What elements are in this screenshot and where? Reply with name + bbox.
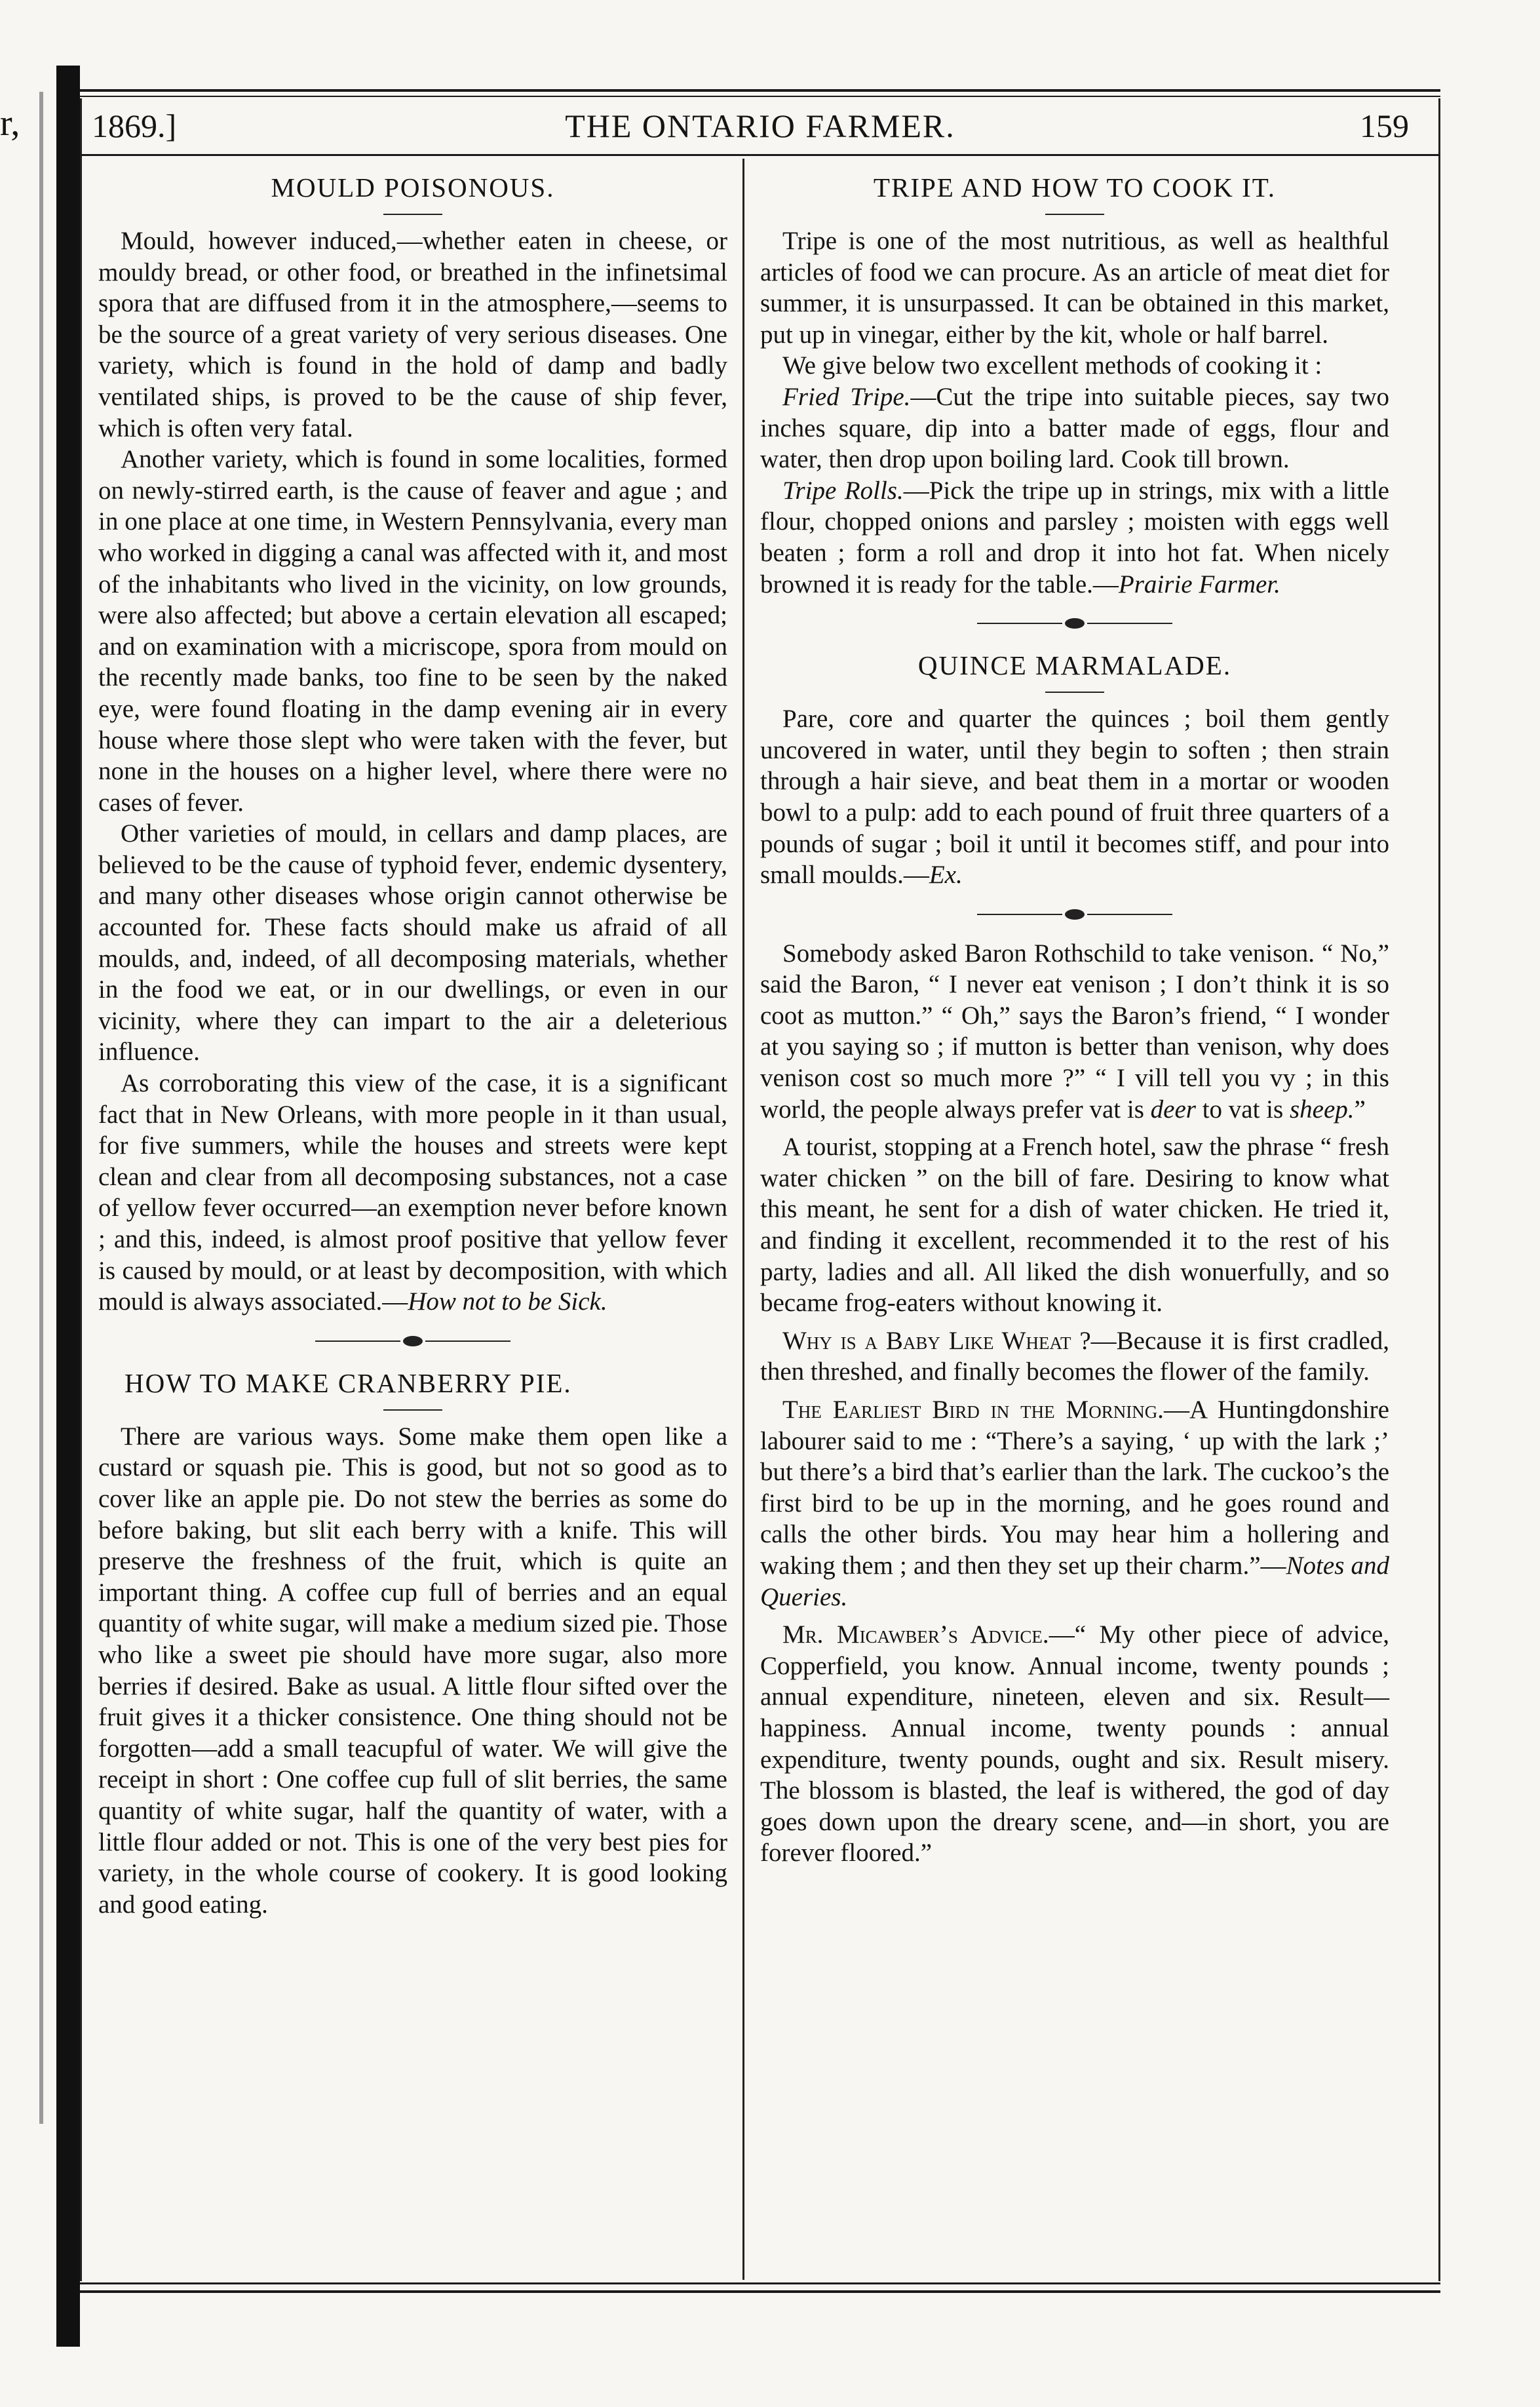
source-credit: Ex. (929, 861, 963, 890)
paragraph: We give below two excellent methods of cooking it : (782, 351, 1322, 380)
page-header (92, 100, 1429, 152)
title-rule (383, 1409, 442, 1411)
article-mould-poisonous (98, 169, 727, 1318)
binding-shadow (56, 66, 80, 2347)
recipe-name: Fried Tripe. (782, 382, 911, 411)
paragraph: Tripe is one of the most nutritious, as well as healthful articles of food we can procure. As an article of meat diet for summer, it is unsurpassed. It can be obtained in this market, put up in vinegar, either by the kit, whole or half barrel. (760, 227, 1389, 349)
title-rule (1045, 692, 1104, 693)
bottom-rule (80, 2282, 1440, 2284)
paragraph: There are various ways. Some make them open like a custard or squash pie. This is good, but not so good as to cover like an apple pie. Do not stew the berries as some do before baking, but slit each berry with a knife. This will preserve the freshness of the fruit, which is quite an important thing. A coffee cup full of berries and an equal quantity of white sugar, will make a medium sized pie. Those who like a sweet pie should have more sugar, also more berries if desired. Bake as usual. A little flour sifted over the fruit gives it a thicker consistence. One thing should not be forgotten—add a small teacupful of water. We will give the receipt in short : One coffee cup full of slit berries, the same quantity of white sugar, half the quantity of water, with a little flour added or not. This is one of the very best pies for variety, in the whole course of cookery. It is good looking and good eating. (98, 1422, 727, 1919)
paragraph (760, 382, 1389, 475)
top-rule (80, 89, 1440, 92)
paragraph: Mould, however induced,—whether eaten in cheese, or mouldy bread, or other food, or breathed in the infinetsimal spora that are diffused from it in the atmosphere,—seems to be the source of a great variety of very serious diseases. One variety, which is found in the hold of damp and badly ventilated ships, is proved to be the cause of ship fever, which is often very fatal. (98, 227, 727, 442)
anecdote-micawber: Mr. Micawber’s Advice.—“ My other piece of advice, Copperfield, you know. Annual income, twenty pounds ; annual expenditure, nineteen, eleven and six. Result—happiness. Annual income, twenty pounds : annual expenditure, twenty pounds, ought and six. Result misery. The blossom is blasted, the leaf is withered, the god of day goes down upon the dreary scene, and—in short, you are forever floored.” (760, 1620, 1390, 1868)
ornament-divider (98, 1321, 727, 1361)
header-rule (80, 154, 1440, 156)
bottom-rule-thick (80, 2290, 1440, 2293)
binding-edge (39, 92, 43, 2124)
anecdote-lead: Why is a Baby Like Wheat ? (782, 1326, 1091, 1355)
miscellany (760, 938, 1389, 1869)
article-title: HOW TO MAKE CRANBERRY PIE. (125, 1367, 572, 1398)
paragraph (98, 1068, 727, 1318)
paragraph: Another variety, which is found in some localities, formed on newly-stirred earth, is the cause of feaver and ague ; and in one place at one time, in Western Pennsylvania, every man who worked in digging a canal was affected with it, and most of the inhabitants who lived in the vicinity, on low grounds, were also affected; but above a certain elevation all escaped; and on examination with a micriscope, spora from mould on the recently made banks, too fine to be seen by the naked eye, were found floating in the damp evening air in every house where those slept who were taken with the fever, but none in the houses on a higher level, where there were no cases of fever. (98, 445, 727, 817)
anecdote-baby: Why is a Baby Like Wheat ?—Because it is first cradled, then threshed, and finally becomes the flower of the family. (760, 1326, 1389, 1386)
header-date: 1869.] (92, 108, 177, 144)
column-rule (742, 159, 744, 2280)
article-cranberry-pie (98, 1365, 727, 1921)
title-rule (383, 214, 442, 215)
source-credit: Notes and Queries. (760, 1551, 1389, 1611)
paragraph: Other varieties of mould, in cellars and damp places, are believed to be the cause of typhoid fever, endemic dysentery, and many other diseases whose origin cannot otherwise be accounted for. These facts should make us afraid of all moulds, and, indeed, of all decomposing materials, whether in the food we eat, or in our dwellings, or even in our vicinity, where they can impart to the air a deleterious influence. (98, 819, 727, 1067)
article-title: MOULD POISONOUS. (271, 172, 555, 203)
paragraph-text: Pare, core and quarter the quinces ; boil them gently uncovered in water, until they begin to soften ; then strain through a hair sieve, and beat them in a mortar or wooden bowl to a pulp: add to each pound of fruit three quarters of a pounds of sugar ; boil it until it becomes stiff, and pour into small moulds.— (760, 705, 1389, 890)
right-column (760, 169, 1389, 1869)
paragraph (760, 703, 1389, 891)
paragraph (760, 475, 1389, 600)
recipe-name: Tripe Rolls. (782, 476, 904, 505)
article-title: QUINCE MARMALADE. (917, 650, 1232, 681)
ornament-divider (760, 604, 1389, 643)
edge-text: r, (0, 103, 20, 144)
paragraph-text: —Cut the tripe into suitable pieces, say two inches square, dip into a batter made of eggs, flour and water, then drop upon boiling lard. Cook till brown. (760, 382, 1389, 474)
article-quince (760, 647, 1389, 891)
source-credit: Prairie Farmer. (1118, 570, 1280, 598)
page-title: THE ONTARIO FARMER. (565, 108, 955, 144)
anecdote-bird: The Earliest Bird in the Morning.—A Huntingdonshire labourer said to me : “There’s a saying, ‘ up with the lark ;’ but there’s a bird that’s earlier than the lark. The cuckoo’s the first bird to be up in the morning, and he goes round and calls the other birds. You may hear him a hollering and waking them ; and then they set up their charm.”—Notes and Queries. (760, 1396, 1389, 1611)
left-column (98, 169, 727, 1920)
top-rule-thin (80, 96, 1440, 97)
article-title: TRIPE AND HOW TO COOK IT. (873, 172, 1277, 203)
title-rule (1045, 214, 1104, 215)
anecdote-lead: Mr. Micawber’s Advice. (782, 1620, 1049, 1649)
ornament-divider (760, 895, 1389, 934)
article-tripe (760, 169, 1389, 600)
source-credit: How not to be Sick. (408, 1287, 607, 1316)
anecdote-frog: A tourist, stopping at a French hotel, saw the phrase “ fresh water chicken ” on the bill of fare. Desiring to know what this meant, he sent for a dish of water chicken. He tried it, and finding it excellent, recommended it to the rest of his party, ladies and all. All liked the dish wonuerfully, and so became frog-eaters without knowing it. (760, 1133, 1389, 1318)
anecdote-rothschild: Somebody asked Baron Rothschild to take venison. “ No,” said the Baron, “ I never eat venison ; I don’t think it is so coot as mutton.” “ Oh,” says the Baron’s friend, “ I wonder at you saying so ; if mutton is better than venison, why does venison cost so much more ?” “ I vill tell you vy ; in this world, the people always prefer vat is deer to vat is sheep.” (760, 939, 1389, 1124)
page-number: 159 (1360, 108, 1409, 144)
paragraph-text: As corroborating this view of the case, it is a significant fact that in New Orleans, with more people in it than usual, for five summers, while the houses and streets were kept clean and clear from all decomposing substances, not a case of yellow fever occurred—an exemption never before known ; and this, indeed, is almost proof positive that yellow fever is caused by mould, or at least by decomposition, with which mould is always associated.— (98, 1069, 727, 1316)
paragraph-text: —Pick the tripe up in strings, mix with a little flour, chopped onions and parsley ; moisten with eggs well beaten ; form a roll and drop it into hot fat. When nicely browned it is ready for the table.— (760, 476, 1389, 598)
anecdote-lead: The Earliest Bird in the Morning. (782, 1396, 1164, 1424)
